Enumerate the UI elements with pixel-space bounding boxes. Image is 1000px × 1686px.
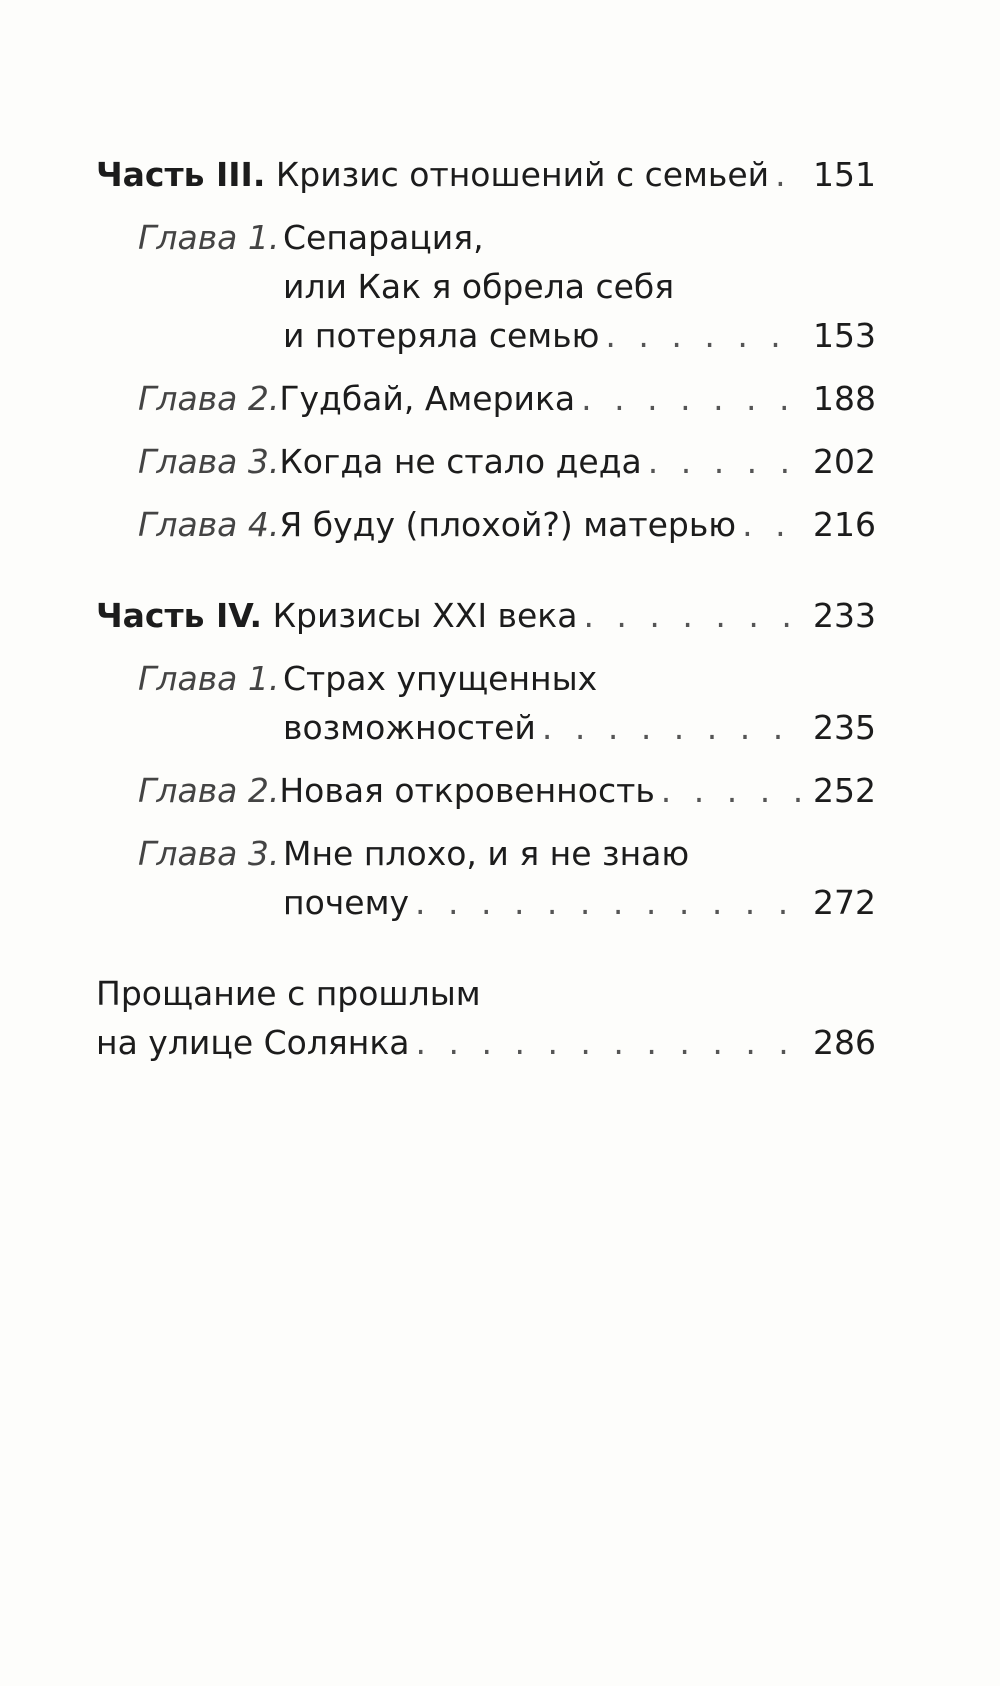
epilogue-title-line: Прощание с прошлым — [96, 974, 481, 1013]
page-number: 272 — [813, 883, 876, 922]
dot-leader — [742, 500, 800, 549]
toc-epilogue[interactable] — [96, 969, 876, 1067]
toc-part-4[interactable] — [96, 591, 876, 640]
page-number: 216 — [813, 505, 876, 544]
chapter-label: Глава 1. — [138, 659, 280, 698]
dot-leader — [416, 1018, 800, 1067]
page-number: 151 — [813, 155, 876, 194]
toc-chapter[interactable] — [96, 500, 876, 549]
chapter-title-line: Я буду (плохой?) матерью — [279, 505, 737, 544]
toc-chapter[interactable] — [96, 213, 876, 360]
chapter-label: Глава 1. — [138, 218, 280, 257]
toc-chapter[interactable] — [96, 829, 876, 927]
page-number: 188 — [813, 379, 876, 418]
page-number: 235 — [813, 708, 876, 747]
dot-leader — [605, 311, 800, 360]
chapter-title-line: Страх упущенных — [283, 659, 598, 698]
part-label: Часть III. — [96, 155, 266, 194]
dot-leader — [775, 150, 800, 199]
chapter-title-line: Сепарация, — [283, 218, 484, 257]
dot-leader — [542, 703, 800, 752]
dot-leader — [583, 591, 800, 640]
chapter-title-line: Новая откровенность — [279, 771, 655, 810]
dot-leader — [581, 374, 800, 423]
chapter-title-line: почему — [283, 883, 409, 922]
chapter-title-line: возможностей — [283, 708, 536, 747]
chapter-label: Глава 3. — [138, 834, 280, 873]
dot-leader — [661, 766, 800, 815]
part-title: Кризисы XXI века — [272, 596, 578, 635]
chapter-label: Глава 4. — [138, 505, 280, 544]
toc-chapter[interactable] — [96, 766, 876, 815]
part-label: Часть IV. — [96, 596, 263, 635]
chapter-title-line: Мне плохо, и я не знаю — [283, 834, 690, 873]
chapter-title-line: и потеряла семью — [283, 316, 600, 355]
chapter-label: Глава 2. — [138, 379, 280, 418]
page-number: 286 — [813, 1023, 876, 1062]
toc-chapter[interactable] — [96, 437, 876, 486]
page-number: 252 — [813, 771, 876, 810]
chapter-title-line: или Как я обрела себя — [283, 267, 675, 306]
chapter-label: Глава 3. — [138, 442, 280, 481]
epilogue-title-line: на улице Солянка — [96, 1023, 410, 1062]
page-number: 202 — [813, 442, 876, 481]
chapter-label: Глава 2. — [138, 771, 280, 810]
page-number: 233 — [813, 596, 876, 635]
page-number: 153 — [813, 316, 876, 355]
dot-leader — [415, 878, 800, 927]
toc-chapter[interactable] — [96, 654, 876, 752]
table-of-contents — [96, 150, 876, 1067]
chapter-title-line: Гудбай, Америка — [279, 379, 576, 418]
toc-chapter[interactable] — [96, 374, 876, 423]
toc-part-3[interactable] — [96, 150, 876, 199]
dot-leader — [648, 437, 800, 486]
chapter-title-line: Когда не стало деда — [279, 442, 642, 481]
part-title: Кризис отношений с семьей — [275, 155, 770, 194]
